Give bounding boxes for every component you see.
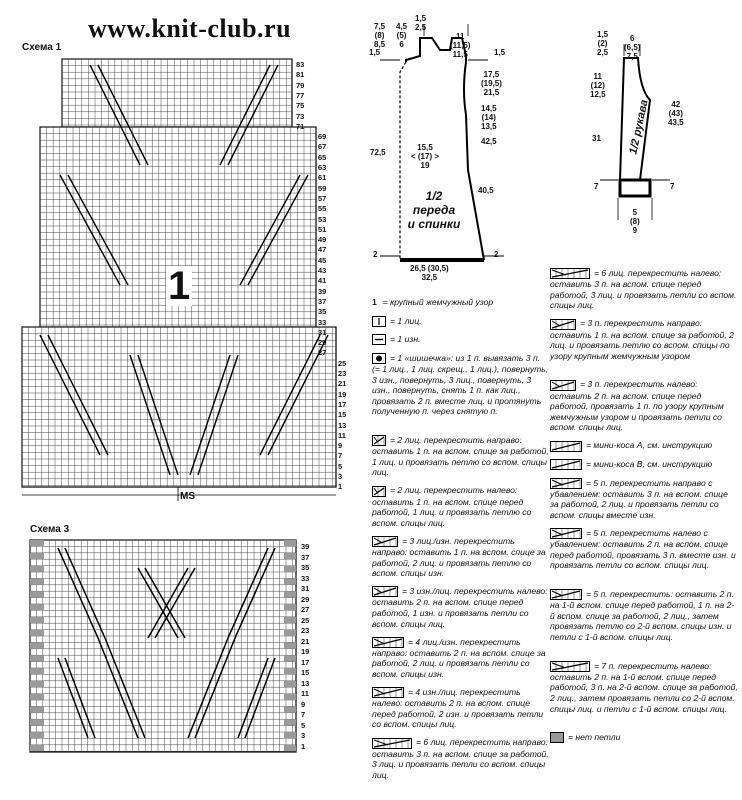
row-number: 43 — [318, 266, 327, 275]
row-number: 11 — [301, 689, 309, 698]
minib-symbol-icon — [550, 459, 582, 470]
c3l-symbol-icon — [372, 586, 398, 597]
sleeve-dim-height: 31 — [592, 134, 601, 143]
row-number: 31 — [301, 584, 310, 593]
row-number: 53 — [318, 214, 327, 224]
legend-text: = 1 «шишечка»: из 1 п. вывязать 3 п. (= 1 лиц., 1 лиц. скрещ., 1 лиц.), повернуть, 3 изн., повернуть, 3 лиц., повернуть, 3 изн., повернуть, снять 1 п. как лиц., провязать 2 п. вместе лиц. и протянуть полученную п. через снятую п. — [372, 352, 549, 417]
legend-item — [550, 732, 738, 743]
schema-1-title: Схема 1 — [22, 42, 62, 53]
c2l-symbol-icon — [372, 486, 386, 497]
front-piece-label: 1/2 переда и спинки — [407, 189, 461, 231]
legend-item — [550, 528, 738, 571]
row-number: 17 — [301, 657, 310, 667]
row-number: 37 — [301, 552, 310, 562]
front-dim-total-height: 72,5 — [370, 148, 386, 157]
row-number: 15 — [338, 410, 347, 420]
row-number: 9 — [338, 441, 343, 451]
purl-symbol-icon — [372, 334, 386, 345]
front-dim-middle: 15,5 < (17) > 19 — [411, 143, 440, 170]
row-number: 9 — [301, 699, 306, 709]
sleeve-dim-bottom: 5 (8) 9 — [630, 208, 640, 235]
legend-item — [372, 485, 550, 528]
front-dim-lower: 40,5 — [478, 186, 494, 195]
row-number: 17 — [338, 399, 347, 409]
legend-text: = 4 лиц./изн. перекрестить направо: оставить 2 п. на вспом. спице за работой, 2 лиц. и провязать петли со вспом. спицы изн. — [372, 636, 546, 680]
front-dim-top-d: 11 (11,5) 11,5 — [450, 32, 471, 59]
legend-text: = 1 лиц. — [390, 315, 422, 326]
sleeve-dim-cap: 11 (12) 12,5 — [590, 72, 606, 99]
row-number: 19 — [301, 647, 310, 656]
row-number: 37 — [318, 296, 327, 306]
legend-text: = 1 изн. — [390, 334, 421, 345]
row-number: 67 — [318, 142, 327, 152]
legend-text: = 3 изн./лиц. перекрестить налево: оставить 2 п. на вспом. спице перед работой, 1 изн. и провязать петли со вспом. спицы лиц. — [372, 586, 548, 629]
row-number: 21 — [301, 636, 310, 646]
legend-text: = 6 лиц. перекрестить налево: оставить 3 п. на вспом. спице перед работой, 3 лиц. и провязать петли со вспом. спицы лиц. — [550, 268, 737, 311]
legend-text: = крупный жемчужный узор — [382, 297, 494, 307]
legend-item — [550, 589, 738, 643]
row-number: 1 — [301, 741, 306, 751]
row-number: 27 — [318, 348, 327, 358]
legend-item — [550, 268, 738, 311]
minia-symbol-icon — [550, 441, 582, 452]
legend-text: = 7 п. перекрестить налево: оставить 2 п. на 1-й вспом. спице перед работой, 3 п. на 2-й вспом. спице за работой, 2 лиц., затем провязать петли со 2-й вспом. спицы лиц. и петли с 1-й вспом. спицы лиц. — [550, 660, 738, 714]
c5-symbol-icon — [550, 589, 582, 600]
knit-symbol-icon — [372, 316, 386, 327]
row-number: 71 — [296, 121, 305, 131]
c5dl-symbol-icon — [550, 528, 582, 539]
front-dim-right-shoulder: 1,5 — [494, 48, 506, 57]
row-number: 33 — [301, 573, 310, 583]
front-dim-top-c: 1,5 2,5 — [415, 14, 427, 32]
front-dim-top-b: 4,5 (5) 6 — [396, 22, 408, 49]
legend-text: = 3 п. перекрестить направо: оставить 1 п. на вспом. спице за работой, 2 лиц. и провязать петлю со вспом. спицы по узору крупным жемчужным узором — [550, 318, 734, 361]
row-number: 23 — [301, 626, 310, 635]
row-number: 13 — [338, 420, 347, 430]
row-number: 7 — [338, 451, 343, 461]
row-number: 55 — [318, 204, 327, 214]
legend-text: = 6 лиц. перекрестить направо: оставить 3 п. на вспом. спице за работой, 3 лиц. и провязать петли со вспом. спицы лиц. — [372, 737, 549, 780]
c6r-symbol-icon — [372, 738, 412, 749]
row-number: 7 — [301, 710, 306, 719]
legend-item — [372, 536, 550, 579]
row-number: 61 — [318, 173, 327, 183]
schema-1-ms-label: MS — [180, 491, 195, 502]
legend-text: = 3 п. перекрестить налево: оставить 2 п. на вспом. спице перед работой, провязать 1 п. по узору крупным жемчужным узором и провязать петли со вспом. спицы лиц. — [550, 379, 724, 433]
sleeve-dim-top-a: 1,5 (2) 2,5 — [597, 30, 609, 57]
front-dim-top-a: 7,5 (8) 8,5 — [374, 22, 386, 49]
sleeve-dim-length: 42 (43) 43,5 — [668, 100, 684, 127]
legend-text: = мини-коса В, см. инструкцию — [586, 459, 713, 469]
row-number: 65 — [318, 152, 327, 162]
row-number: 29 — [301, 594, 310, 604]
front-dim-left-shoulder: 1,5 — [369, 48, 381, 57]
row-number: 49 — [318, 235, 327, 245]
row-number: 73 — [296, 111, 305, 121]
row-number: 15 — [301, 668, 310, 677]
row-number: 31 — [318, 327, 327, 337]
row-number: 63 — [318, 163, 327, 172]
front-dim-side-b: 42,5 — [481, 137, 497, 146]
legend-text: = нет петли — [568, 732, 621, 743]
c7-symbol-icon — [550, 661, 590, 672]
legend-item — [550, 478, 738, 521]
row-number: 39 — [318, 286, 327, 296]
row-number: 5 — [338, 461, 343, 471]
row-number: 81 — [296, 70, 305, 80]
front-dim-hem-left: 2 — [373, 250, 378, 259]
c6l-symbol-icon — [550, 268, 590, 279]
row-number: 59 — [318, 183, 327, 193]
schema-3-grid — [30, 540, 296, 752]
legend-item — [372, 687, 550, 730]
schema-3-chart — [28, 538, 300, 756]
row-number: 35 — [318, 307, 327, 317]
front-dim-bottom: 26,5 (30,5) 32,5 — [410, 264, 449, 282]
legend-item — [372, 297, 550, 308]
row-number: 79 — [296, 80, 305, 90]
sleeve-piece-label: 1/2 рукава — [627, 98, 651, 156]
sleeve-dim-cuff-right: 7 — [670, 182, 675, 191]
front-dim-hem-right: 2 — [494, 250, 499, 259]
schema-3-title: Схема 3 — [30, 524, 70, 535]
c2r-symbol-icon — [372, 435, 386, 446]
row-number: 1 — [338, 482, 343, 492]
legend-item — [372, 637, 550, 680]
c3pr-symbol-icon — [550, 319, 576, 330]
schema-1-big-label: 1 — [168, 264, 191, 308]
row-number: 29 — [318, 338, 327, 348]
c5dr-symbol-icon — [550, 478, 582, 489]
row-number: 47 — [318, 245, 327, 255]
none-symbol-icon — [550, 732, 564, 743]
row-number: 77 — [296, 90, 305, 100]
row-number: 11 — [338, 430, 346, 440]
legend-item — [550, 440, 738, 451]
front-dim-side-a: 14,5 (14) 13,5 — [481, 104, 497, 131]
row-number: 83 — [296, 60, 305, 69]
legend-item — [550, 318, 738, 361]
legend-item — [550, 661, 738, 715]
row-number: 51 — [318, 224, 327, 234]
legend-text: = 3 лиц./изн. перекрестить направо: оставить 1 п. на вспом. спице за работой, 2 лиц. и провязать петлю со вспом. спицы изн. — [372, 535, 546, 579]
row-number: 13 — [301, 678, 310, 688]
legend-text: = 2 лиц. перекрестить налево: оставить 1 п. на вспом. спице перед работой, 1 лиц. и провязать петлю со вспом. спицы лиц. — [372, 485, 532, 528]
row-number: 25 — [301, 615, 310, 625]
legend-item — [372, 334, 550, 345]
legend-item — [372, 737, 550, 780]
legend-number-label: 1 — [372, 297, 377, 307]
row-number: 3 — [338, 472, 343, 481]
legend-text: = 4 изн./лиц. перекрестить налево: оставить 2 п. на вспом. спице перед работой, 2 изн. и провязать петли со вспом. спицы лиц. — [372, 687, 544, 730]
row-number: 75 — [296, 101, 305, 111]
site-title: www.knit-club.ru — [88, 14, 292, 43]
legend-text: = 5 п. перекрестить направо с убавлением: оставить 3 п. на вспом. спице за работой, 2 лиц. и провязать петли со вспом. спицы вместе изн. — [550, 477, 728, 521]
bobble-symbol-icon — [372, 353, 386, 364]
legend-item — [372, 435, 550, 478]
row-number: 3 — [301, 731, 306, 740]
legend-item — [372, 353, 550, 417]
c4l-symbol-icon — [372, 687, 404, 698]
c3r-symbol-icon — [372, 536, 398, 547]
row-number: 57 — [318, 193, 327, 203]
row-number: 5 — [301, 720, 306, 730]
c4r-symbol-icon — [372, 637, 404, 648]
row-number: 23 — [338, 369, 347, 378]
legend-item — [550, 459, 738, 470]
front-dim-armhole: 17,5 (19,5) 21,5 — [481, 70, 502, 97]
row-number: 19 — [338, 389, 347, 399]
row-number: 41 — [318, 276, 327, 286]
row-number: 21 — [338, 379, 347, 389]
row-number: 69 — [318, 132, 327, 142]
legend-item — [550, 379, 738, 433]
sleeve-dim-top-b: 6 (6,5) 7,5 — [624, 34, 641, 61]
row-number: 39 — [301, 542, 310, 551]
sleeve-dim-cuff-left: 7 — [594, 182, 599, 191]
row-number: 25 — [338, 358, 347, 368]
legend-text: = 2 лиц. перекрестить направо: оставить 1 п. на вспом. спице за работой, 1 лиц. и провязать петлю со вспом. спицы лиц. — [372, 435, 549, 478]
legend-text: = 5 п. перекрестить налево с убавлением: оставить 2 п. на вспом. спице перед работой, провязать 3 п. вместе изн. и провязать петли со вспом. спицы лиц. — [550, 528, 736, 571]
row-number: 35 — [301, 563, 310, 572]
legend-item — [372, 316, 550, 327]
legend-item — [372, 586, 550, 629]
row-number: 33 — [318, 317, 327, 327]
legend-text: = 5 п. перекрестить: оставить 2 п. на 1-й вспом. спице перед работой, 1 п. на 2-й вспом. спице за работой, 2 лиц., затем провязать петлю со 2-й вспом. спицы изн. и петли с 1-й вспом. спицы лиц. — [550, 589, 735, 643]
c3pl-symbol-icon — [550, 380, 576, 391]
row-number: 27 — [301, 605, 310, 614]
row-number: 45 — [318, 255, 327, 265]
legend-text: = мини-коса А, см. инструкцию — [586, 440, 713, 451]
